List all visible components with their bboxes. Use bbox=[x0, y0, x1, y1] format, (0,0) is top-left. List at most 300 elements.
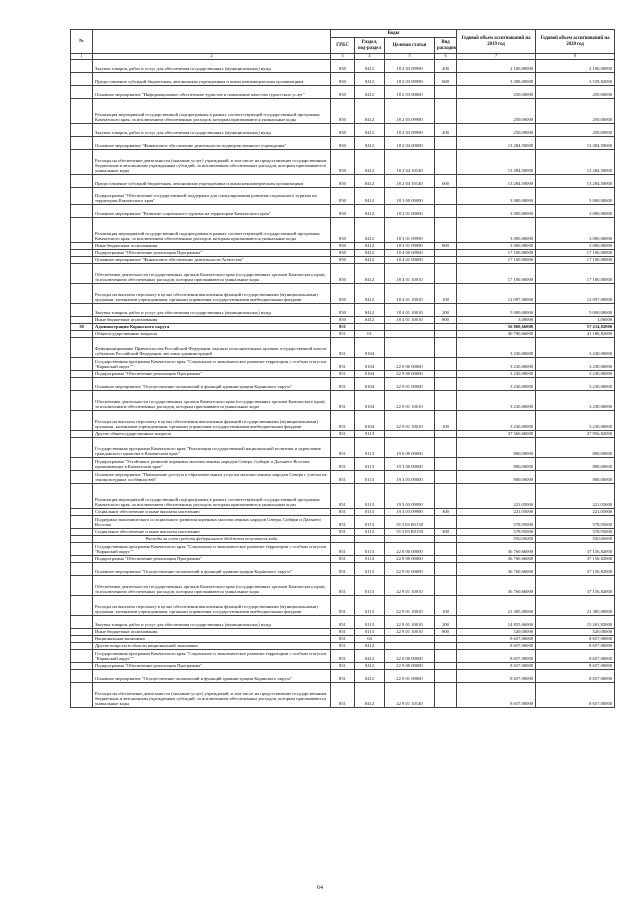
row-number bbox=[71, 217, 93, 242]
table-row bbox=[71, 377, 615, 390]
row-number bbox=[71, 595, 93, 615]
row-amount-2019: 3 288,00000 bbox=[457, 72, 536, 85]
row-section: 0412 bbox=[355, 669, 385, 682]
row-amount-2019: 3 000,00000 bbox=[457, 242, 536, 249]
row-section: 0412 bbox=[355, 98, 385, 123]
row-grbs: 850 bbox=[331, 283, 355, 303]
row-number bbox=[71, 528, 93, 535]
table-row bbox=[71, 555, 615, 562]
row-target-article: 18 2 03 09990 bbox=[385, 98, 435, 123]
row-section: 0412 bbox=[355, 204, 385, 217]
row-name: Подпрограмма "Обеспечение реализации Программы" bbox=[93, 662, 331, 669]
row-number bbox=[71, 662, 93, 669]
table-row bbox=[71, 85, 615, 98]
row-section: 0412 bbox=[355, 642, 385, 649]
row-grbs: 851 bbox=[331, 649, 355, 662]
row-target-article: 19 3 03 09990 bbox=[385, 483, 435, 508]
table-row bbox=[71, 187, 615, 204]
row-number bbox=[71, 337, 93, 357]
row-target-article: 18 3 01 09990 bbox=[385, 217, 435, 242]
row-target-article: 18 2 03 09990 bbox=[385, 59, 435, 72]
budget-table bbox=[70, 29, 615, 708]
row-number bbox=[71, 316, 93, 323]
row-section: 0412 bbox=[355, 174, 385, 187]
table-row bbox=[71, 628, 615, 635]
row-amount-2020: 8 657,00000 bbox=[536, 635, 615, 642]
row-grbs: 851 bbox=[331, 542, 355, 555]
row-number bbox=[71, 615, 93, 628]
row-name: Другие общегосударственные вопросы bbox=[93, 430, 331, 437]
row-grbs: 850 bbox=[331, 217, 355, 242]
table-row bbox=[71, 390, 615, 410]
row-section: 0113 bbox=[355, 542, 385, 555]
row-number bbox=[71, 542, 93, 555]
row-amount-2019: 250,00000 bbox=[457, 85, 536, 98]
col-header-expense: Вид расходов bbox=[435, 38, 457, 54]
row-target-article: 22 0 00 00000 bbox=[385, 649, 435, 662]
row-amount-2020: 800,00000 bbox=[536, 437, 615, 457]
row-target-article: 22 9 01 10010 bbox=[385, 615, 435, 628]
row-amount-2019: 5 000,00000 bbox=[457, 303, 536, 316]
row-section: 0412 bbox=[355, 72, 385, 85]
row-amount-2019: 13 284,50000 bbox=[457, 136, 536, 149]
row-section: 0412 bbox=[355, 649, 385, 662]
row-number bbox=[71, 410, 93, 430]
row-name: Основное мероприятие "Финансовое обеспечение деятельности подведомственного учреждения" bbox=[93, 136, 331, 149]
row-name: Расходы на обеспечение деятельности (оказание услуг) учреждений, в том числе на предоставление государственным бюджетным и автономным учреждениям субсидий, за исключением обеспеченных расходов, которым присваиваются уникальные коды bbox=[93, 149, 331, 174]
table-row bbox=[71, 72, 615, 85]
row-number bbox=[71, 457, 93, 470]
row-name: Закупка товаров, работ и услуг для обеспечения государственных (муниципальных) нужд bbox=[93, 123, 331, 136]
row-amount-2020: 800,00000 bbox=[536, 470, 615, 483]
row-expense-type bbox=[435, 669, 457, 682]
row-section: 04 bbox=[355, 635, 385, 642]
row-name: Реализация мероприятий государственной подпрограммы в рамках соответствующей государственной программы Камчатского края, за исключением обеспеченных расходов, которым присваиваются уникальные коды bbox=[93, 217, 331, 242]
row-target-article bbox=[385, 430, 435, 437]
row-amount-2019: 550,00000 bbox=[457, 535, 536, 542]
row-expense-type: 200 bbox=[435, 123, 457, 136]
table-row bbox=[71, 508, 615, 515]
row-amount-2019: 8 657,00000 bbox=[457, 642, 536, 649]
row-target-article: 18 4 01 10010 bbox=[385, 283, 435, 303]
row-amount-2020: 3 230,00000 bbox=[536, 357, 615, 370]
row-target-article: 22 9 01 10010 bbox=[385, 390, 435, 410]
table-row bbox=[71, 562, 615, 575]
row-amount-2020: 13 284,50000 bbox=[536, 136, 615, 149]
row-amount-2019: 17 100,00000 bbox=[457, 249, 536, 256]
row-grbs: 851 bbox=[331, 390, 355, 410]
table-row bbox=[71, 337, 615, 357]
row-expense-type: 600 bbox=[435, 72, 457, 85]
table-row bbox=[71, 204, 615, 217]
col-header-section: Раздел, под-раздел bbox=[355, 38, 385, 54]
column-index-cell: 8 bbox=[536, 54, 615, 60]
row-number bbox=[71, 149, 93, 174]
row-amount-2020: 520,00000 bbox=[536, 628, 615, 635]
row-number bbox=[71, 508, 93, 515]
row-target-article: 19 3 03 09990 bbox=[385, 508, 435, 515]
table-row bbox=[71, 635, 615, 642]
row-section: 0412 bbox=[355, 85, 385, 98]
table-row bbox=[71, 515, 615, 528]
col-header-number: № bbox=[71, 30, 93, 54]
row-amount-2019: 13 284,50000 bbox=[457, 174, 536, 187]
row-grbs: 850 bbox=[331, 59, 355, 72]
row-grbs: 850 bbox=[331, 72, 355, 85]
row-section: 0412 bbox=[355, 249, 385, 256]
row-amount-2020: 37 156,82000 bbox=[536, 562, 615, 575]
row-expense-type bbox=[435, 357, 457, 370]
row-amount-2019: 221,05000 bbox=[457, 508, 536, 515]
row-amount-2020: 21 385,00000 bbox=[536, 595, 615, 615]
row-grbs: 851 bbox=[331, 562, 355, 575]
column-index-cell: 2 bbox=[93, 54, 331, 60]
row-grbs: 850 bbox=[331, 136, 355, 149]
row-name: Основное мероприятие "Осуществление полномочий и функций администрации Корякского округа" bbox=[93, 377, 331, 390]
row-amount-2020: 221,05000 bbox=[536, 483, 615, 508]
row-target-article: 22 9 01 10010 bbox=[385, 595, 435, 615]
row-expense-type bbox=[435, 575, 457, 595]
row-amount-2019: 800,00000 bbox=[457, 437, 536, 457]
row-number bbox=[71, 377, 93, 390]
row-section: 0412 bbox=[355, 217, 385, 242]
row-amount-2020: 5 000,00000 bbox=[536, 303, 615, 316]
row-expense-type bbox=[435, 562, 457, 575]
row-amount-2019: 3 000,00000 bbox=[457, 187, 536, 204]
table-row bbox=[71, 682, 615, 707]
row-grbs: 851 bbox=[331, 615, 355, 628]
column-index-cell: 5 bbox=[385, 54, 435, 60]
row-expense-type: 600 bbox=[435, 174, 457, 187]
row-grbs: 851 bbox=[331, 628, 355, 635]
row-number bbox=[71, 123, 93, 136]
row-grbs: 851 bbox=[331, 528, 355, 535]
table-row bbox=[71, 437, 615, 457]
row-section: 0113 bbox=[355, 555, 385, 562]
table-row bbox=[71, 323, 615, 330]
row-amount-2019: 40 790,66000 bbox=[457, 330, 536, 337]
row-expense-type bbox=[435, 85, 457, 98]
row-amount-2020: 13 284,50000 bbox=[536, 174, 615, 187]
row-target-article bbox=[385, 330, 435, 337]
row-amount-2020: 800,00000 bbox=[536, 457, 615, 470]
row-target-article: 19 3 03 R5150 bbox=[385, 528, 435, 535]
row-section: 0104 bbox=[355, 357, 385, 370]
row-number bbox=[71, 535, 93, 542]
row-name: Закупка товаров, работ и услуг для обеспечения государственных (муниципальных) нужд bbox=[93, 615, 331, 628]
row-number bbox=[71, 283, 93, 303]
row-number bbox=[71, 263, 93, 283]
column-index-cell: 3 bbox=[331, 54, 355, 60]
row-amount-2020: 37 156,82000 bbox=[536, 575, 615, 595]
row-amount-2020: 12 097,00000 bbox=[536, 283, 615, 303]
row-number bbox=[71, 649, 93, 662]
row-amount-2020: 8 657,00000 bbox=[536, 682, 615, 707]
row-amount-2020: 578,95000 bbox=[536, 515, 615, 528]
table-row bbox=[71, 615, 615, 628]
row-name: Подпрограмма "Обеспечение реализации Программы" bbox=[93, 555, 331, 562]
row-number bbox=[71, 642, 93, 649]
row-amount-2019: 578,95000 bbox=[457, 515, 536, 528]
row-section bbox=[355, 323, 385, 330]
row-target-article: 22 9 01 00000 bbox=[385, 377, 435, 390]
row-expense-type bbox=[435, 682, 457, 707]
table-row bbox=[71, 249, 615, 256]
row-target-article: 18 4 01 10010 bbox=[385, 316, 435, 323]
row-number bbox=[71, 174, 93, 187]
row-amount-2020: 17 100,00000 bbox=[536, 256, 615, 263]
row-expense-type bbox=[435, 377, 457, 390]
row-amount-2019: 3 230,00000 bbox=[457, 377, 536, 390]
row-grbs: 851 bbox=[331, 575, 355, 595]
row-amount-2020: 3 230,00000 bbox=[536, 370, 615, 377]
row-number bbox=[71, 242, 93, 249]
table-row bbox=[71, 430, 615, 437]
row-name: Основное мероприятие "Повышение доступа к образовательным услугам малочисленных народов Севера с учетом их этнокультурных особенностей" bbox=[93, 470, 331, 483]
row-target-article: 18 3 01 00000 bbox=[385, 204, 435, 217]
row-target-article: 22 9 01 10010 bbox=[385, 628, 435, 635]
row-amount-2019: 8 657,00000 bbox=[457, 649, 536, 662]
row-amount-2019: 8 657,00000 bbox=[457, 635, 536, 642]
row-name: Основное мероприятие "Развитие социального туризма на территории Камчатского края" bbox=[93, 204, 331, 217]
row-amount-2020: 15 261,82000 bbox=[536, 615, 615, 628]
row-target-article: 22 9 00 00000 bbox=[385, 555, 435, 562]
row-expense-type bbox=[435, 535, 457, 542]
row-number bbox=[71, 98, 93, 123]
col-header-2020: Годовой объем ассигнований на 2020 год bbox=[536, 30, 615, 54]
row-amount-2019: 3 230,00000 bbox=[457, 390, 536, 410]
budget-table-sheet bbox=[70, 29, 614, 708]
row-section: 0412 bbox=[355, 682, 385, 707]
row-amount-2020: 3 000,00000 bbox=[536, 187, 615, 204]
row-number bbox=[71, 204, 93, 217]
row-amount-2020: 3 000,00000 bbox=[536, 204, 615, 217]
table-row bbox=[71, 575, 615, 595]
row-number bbox=[71, 85, 93, 98]
table-row bbox=[71, 136, 615, 149]
row-expense-type bbox=[435, 555, 457, 562]
table-row bbox=[71, 642, 615, 649]
row-expense-type bbox=[435, 217, 457, 242]
row-expense-type bbox=[435, 390, 457, 410]
row-amount-2019: 3,00000 bbox=[457, 316, 536, 323]
row-target-article: 19 3 03 R5150 bbox=[385, 515, 435, 528]
row-amount-2020: 8 657,00000 bbox=[536, 662, 615, 669]
row-section: 0113 bbox=[355, 562, 385, 575]
row-amount-2019: 3 230,00000 bbox=[457, 410, 536, 430]
row-target-article: 22 9 01 10140 bbox=[385, 682, 435, 707]
row-name: Расходы за счет средств федерального бюджета получателя кода bbox=[93, 535, 331, 542]
row-amount-2020: 3,00000 bbox=[536, 316, 615, 323]
row-target-article: 18 2 03 00000 bbox=[385, 85, 435, 98]
row-grbs: 851 bbox=[331, 437, 355, 457]
row-grbs: 850 bbox=[331, 249, 355, 256]
row-target-article: 22 9 01 00000 bbox=[385, 562, 435, 575]
row-target-article: 18 4 01 00000 bbox=[385, 256, 435, 263]
row-section: 0104 bbox=[355, 370, 385, 377]
row-section: 0104 bbox=[355, 410, 385, 430]
row-amount-2019: 578,95000 bbox=[457, 528, 536, 535]
row-grbs: 850 bbox=[331, 98, 355, 123]
table-row bbox=[71, 357, 615, 370]
row-name: Администрация Корякского округа bbox=[93, 323, 331, 330]
row-expense-type: 100 bbox=[435, 410, 457, 430]
col-header-target: Целевая статья bbox=[385, 38, 435, 54]
row-name: Подпрограмма "Обеспечение реализации Программы" bbox=[93, 370, 331, 377]
table-row bbox=[71, 217, 615, 242]
row-section: 0113 bbox=[355, 575, 385, 595]
row-grbs: 851 bbox=[331, 555, 355, 562]
column-index-cell: 7 bbox=[457, 54, 536, 60]
row-section: 0104 bbox=[355, 337, 385, 357]
row-number bbox=[71, 59, 93, 72]
row-target-article: 18 4 01 10010 bbox=[385, 263, 435, 283]
row-amount-2020: 37 156,82000 bbox=[536, 542, 615, 555]
row-section: 0113 bbox=[355, 615, 385, 628]
table-row bbox=[71, 98, 615, 123]
row-amount-2020: 3 230,00000 bbox=[536, 410, 615, 430]
row-grbs: 850 bbox=[331, 187, 355, 204]
table-row bbox=[71, 649, 615, 662]
row-grbs: 851 bbox=[331, 635, 355, 642]
row-grbs: 850 bbox=[331, 263, 355, 283]
row-grbs: 851 bbox=[331, 508, 355, 515]
row-number bbox=[71, 370, 93, 377]
row-number bbox=[71, 628, 93, 635]
row-name: Социальное обеспечение и иные выплаты населению bbox=[93, 508, 331, 515]
col-header-grbs: ГРБС bbox=[331, 38, 355, 54]
row-amount-2019: 13 284,50000 bbox=[457, 149, 536, 174]
row-section: 0113 bbox=[355, 628, 385, 635]
row-number bbox=[71, 483, 93, 508]
row-grbs: 851 bbox=[331, 357, 355, 370]
row-target-article: 22 0 00 00000 bbox=[385, 542, 435, 555]
row-target-article: 22 9 00 00000 bbox=[385, 370, 435, 377]
row-target-article: 18 2 04 00000 bbox=[385, 136, 435, 149]
row-grbs: 850 bbox=[331, 174, 355, 187]
row-grbs: 851 bbox=[331, 595, 355, 615]
row-number: 38 bbox=[71, 323, 93, 330]
row-expense-type bbox=[435, 437, 457, 457]
table-row bbox=[71, 669, 615, 682]
table-row bbox=[71, 662, 615, 669]
table-row bbox=[71, 123, 615, 136]
row-amount-2019: 520,00000 bbox=[457, 628, 536, 635]
row-expense-type bbox=[435, 204, 457, 217]
row-target-article: 22 0 00 00000 bbox=[385, 357, 435, 370]
row-amount-2019: 14 855,66000 bbox=[457, 615, 536, 628]
row-target-article bbox=[385, 635, 435, 642]
row-amount-2020: 250,00000 bbox=[536, 123, 615, 136]
row-name: Основное мероприятие "Финансовое обеспечение деятельности Агентства" bbox=[93, 256, 331, 263]
row-name: Предоставление субсидий бюджетным, автономным учреждениям и иным некоммерческим организациям bbox=[93, 174, 331, 187]
row-amount-2019: 56 868,66000 bbox=[457, 323, 536, 330]
row-target-article: 18 4 01 10010 bbox=[385, 303, 435, 316]
row-amount-2019: 250,00000 bbox=[457, 123, 536, 136]
row-amount-2019: 36 760,66000 bbox=[457, 562, 536, 575]
row-number bbox=[71, 669, 93, 682]
row-name: Основное мероприятие "Информационное обеспечение туристов и повышение качества туристских услуг" bbox=[93, 85, 331, 98]
row-grbs: 851 bbox=[331, 323, 355, 330]
table-row bbox=[71, 457, 615, 470]
row-name: Предоставление субсидий бюджетным, автономным учреждениям и иным некоммерческим организациям bbox=[93, 72, 331, 85]
row-expense-type bbox=[435, 249, 457, 256]
row-name: Общегосударственные вопросы bbox=[93, 330, 331, 337]
row-number bbox=[71, 303, 93, 316]
row-expense-type bbox=[435, 149, 457, 174]
row-number bbox=[71, 515, 93, 528]
row-name: Подпрограмма "Обеспечение реализации Программы" bbox=[93, 249, 331, 256]
row-section: 0104 bbox=[355, 377, 385, 390]
row-section: 0412 bbox=[355, 283, 385, 303]
row-name: Основное мероприятие "Осуществление полномочий и функций администрации Корякского округа" bbox=[93, 669, 331, 682]
row-amount-2019: 800,00000 bbox=[457, 457, 536, 470]
row-amount-2020: 3 230,00000 bbox=[536, 377, 615, 390]
row-target-article bbox=[385, 535, 435, 542]
row-target-article: 18 2 03 09990 bbox=[385, 123, 435, 136]
row-number bbox=[71, 635, 93, 642]
row-amount-2019: 221,05000 bbox=[457, 483, 536, 508]
row-amount-2020: 37 156,82000 bbox=[536, 555, 615, 562]
col-header-2019: Годовой объем ассигнований на 2019 год bbox=[457, 30, 536, 54]
row-expense-type: 800 bbox=[435, 242, 457, 249]
row-grbs bbox=[331, 535, 355, 542]
row-grbs: 851 bbox=[331, 662, 355, 669]
row-target-article: 19 3 00 00000 bbox=[385, 457, 435, 470]
row-target-article: 18 2 04 10140 bbox=[385, 174, 435, 187]
row-target-article: 22 9 01 10010 bbox=[385, 410, 435, 430]
row-expense-type: 800 bbox=[435, 316, 457, 323]
row-grbs: 851 bbox=[331, 642, 355, 649]
row-name: Иные бюджетные ассигнования bbox=[93, 628, 331, 635]
row-grbs: 850 bbox=[331, 204, 355, 217]
row-section: 0113 bbox=[355, 528, 385, 535]
row-name: Государственная программа Камчатского края "Социальное и экономическое развитие территории с особым статусом "Корякский округ"" bbox=[93, 542, 331, 555]
row-amount-2019: 3 230,00000 bbox=[457, 357, 536, 370]
table-row bbox=[71, 595, 615, 615]
table-row bbox=[71, 303, 615, 316]
row-section: 0104 bbox=[355, 390, 385, 410]
col-header-codes: Коды bbox=[331, 30, 457, 38]
row-name: Реализация мероприятий государственной подпрограммы в рамках соответствующей государственной программы Камчатского края, за исключением обеспеченных расходов, которым присваиваются уникальные коды bbox=[93, 98, 331, 123]
row-amount-2019: 8 657,00000 bbox=[457, 662, 536, 669]
row-grbs: 851 bbox=[331, 430, 355, 437]
row-amount-2020: 3 000,00000 bbox=[536, 217, 615, 242]
row-name: Функционирование Правительства Российской Федерации, высших исполнительных органов государственной власти субъектов Российской Федерации, местных администраций bbox=[93, 337, 331, 357]
row-section: 0113 bbox=[355, 595, 385, 615]
row-grbs: 850 bbox=[331, 123, 355, 136]
row-amount-2020: 550,00000 bbox=[536, 535, 615, 542]
row-section: 0113 bbox=[355, 515, 385, 528]
row-amount-2020: 3 230,00000 bbox=[536, 337, 615, 357]
row-target-article bbox=[385, 642, 435, 649]
row-grbs: 850 bbox=[331, 242, 355, 249]
row-number bbox=[71, 470, 93, 483]
table-row bbox=[71, 316, 615, 323]
row-expense-type: 800 bbox=[435, 628, 457, 635]
row-section: 0412 bbox=[355, 136, 385, 149]
row-grbs: 851 bbox=[331, 457, 355, 470]
table-row bbox=[71, 483, 615, 508]
row-section: 0113 bbox=[355, 437, 385, 457]
row-number bbox=[71, 390, 93, 410]
row-name: Государственная программа Камчатского края "Социальное и экономическое развитие территории с особым статусом "Корякский округ"" bbox=[93, 357, 331, 370]
row-expense-type bbox=[435, 256, 457, 263]
row-expense-type bbox=[435, 515, 457, 528]
row-expense-type bbox=[435, 187, 457, 204]
row-number bbox=[71, 136, 93, 149]
row-name: Реализация мероприятий государственной подпрограммы в рамках соответствующей государственной программы Камчатского края, за исключением обеспеченных расходов, которым присваиваются уникальные коды bbox=[93, 483, 331, 508]
